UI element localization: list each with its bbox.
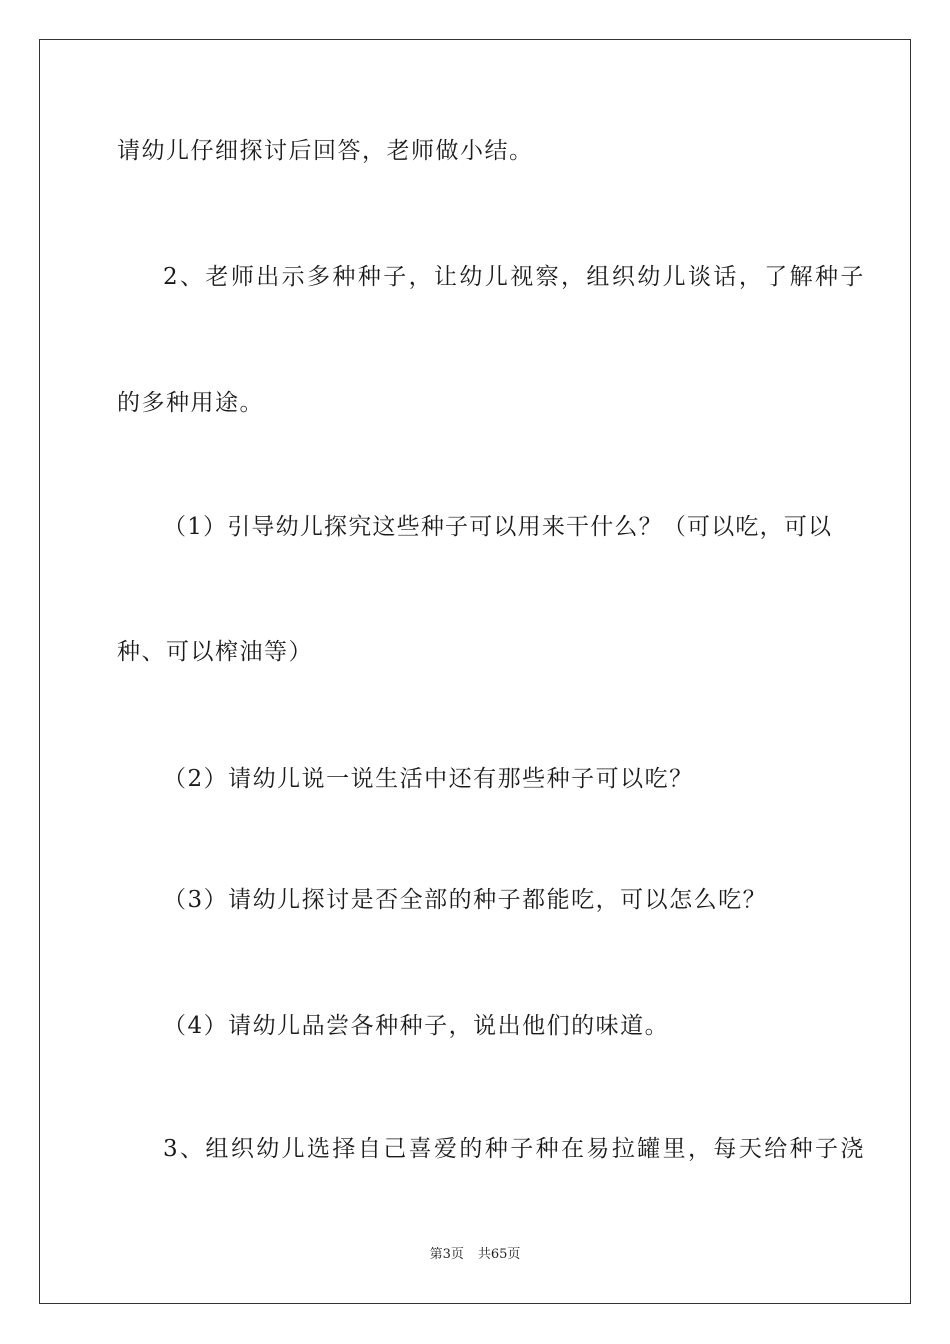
paragraph-line: （2）请幼儿说一说生活中还有那些种子可以吃？ — [163, 766, 694, 792]
paragraph-line: 请幼儿仔细探讨后回答，老师做小结。 — [117, 138, 534, 164]
paragraph-line: （1）引导幼儿探究这些种子可以用来干什么？（可以吃，可以 — [163, 514, 833, 540]
paragraph-line: （3）请幼儿探讨是否全部的种子都能吃，可以怎么吃？ — [163, 887, 768, 913]
paragraph-line: （4）请幼儿品尝各种种子，说出他们的味道。 — [163, 1013, 670, 1039]
paragraph-line: 3、组织幼儿选择自己喜爱的种子种在易拉罐里，每天给种子浇 — [163, 1136, 866, 1162]
page-number: 第3页 — [429, 1247, 464, 1262]
paragraph-line: 的多种用途。 — [117, 390, 264, 416]
page-border — [39, 39, 911, 1304]
paragraph-line: 2、老师出示多种种子，让幼儿视察，组织幼儿谈话，了解种子 — [163, 264, 866, 290]
page-total: 共65页 — [477, 1247, 521, 1262]
paragraph-line: 种、可以榨油等） — [117, 639, 313, 665]
page-footer — [0, 1246, 950, 1264]
